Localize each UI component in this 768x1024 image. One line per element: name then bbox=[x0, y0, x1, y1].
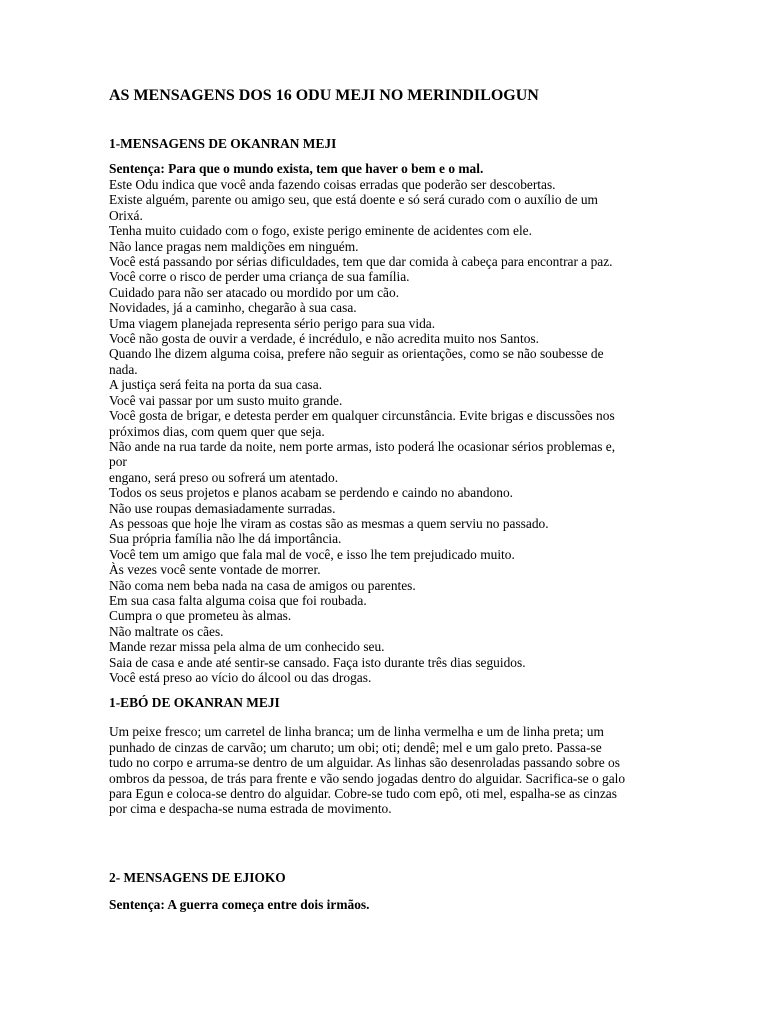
message-line: Mande rezar missa pela alma de um conhecido seu. bbox=[109, 639, 385, 655]
message-line: Quando lhe dizem alguma coisa, prefere não seguir as orientações, como se não soubesse de bbox=[109, 346, 604, 362]
message-line: Você vai passar por um susto muito grande. bbox=[109, 392, 343, 408]
message-line: Existe alguém, parente ou amigo seu, que está doente e só será curado com o auxílio de um bbox=[109, 192, 598, 208]
message-line: Você está preso ao vício do álcool ou das drogas. bbox=[109, 670, 372, 685]
message-line: Sua própria família não lhe dá importância. bbox=[109, 531, 342, 547]
document-page bbox=[109, 86, 669, 913]
message-line: Não use roupas demasiadamente surradas. bbox=[109, 500, 336, 516]
message-line: próximos dias, com quem quer que seja. bbox=[109, 423, 325, 439]
message-line: Você não gosta de ouvir a verdade, é incrédulo, e não acredita muito nos Santos. bbox=[109, 331, 539, 347]
message-line: Não maltrate os cães. bbox=[109, 623, 224, 639]
page-title: AS MENSAGENS DOS 16 ODU MEJI NO MERINDILOGUN bbox=[109, 87, 539, 104]
message-line: Você corre o risco de perder uma criança de sua família. bbox=[109, 269, 410, 285]
ebo-line: por cima e despacha-se numa estrada de movimento. bbox=[109, 801, 392, 817]
message-line: Todos os seus projetos e planos acabam se perdendo e caindo no abandono. bbox=[109, 485, 514, 501]
message-line: Não ande na rua tarde da noite, nem porte armas, isto poderá lhe ocasionar sérios problemas e, bbox=[109, 438, 616, 454]
ebo-line: para Egun e coloca-se dentro do alguidar. Cobre-se tudo com epô, oti mel, espalha-se as cinzas bbox=[109, 786, 617, 802]
message-line: Orixá. bbox=[109, 207, 143, 223]
message-line: Uma viagem planejada representa sério perigo para sua vida. bbox=[109, 315, 436, 331]
message-line: Você gosta de brigar, e detesta perder em qualquer circunstância. Evite brigas e discussões nos bbox=[109, 408, 615, 424]
message-line: Às vezes você sente vontade de morrer. bbox=[109, 562, 321, 578]
section-heading-ejioko: 2- MENSAGENS DE EJIOKO bbox=[109, 869, 286, 885]
message-line: As pessoas que hoje lhe viram as costas são as mesmas a quem serviu no passado. bbox=[109, 515, 549, 531]
message-line: Este Odu indica que você anda fazendo coisas erradas que poderão ser descobertas. bbox=[109, 177, 556, 192]
section-sentence-ejioko: Sentença: A guerra começa entre dois irmãos. bbox=[109, 896, 370, 912]
message-line: por bbox=[109, 454, 127, 470]
message-line: Saia de casa e ande até sentir-se cansado. Faça isto durante três dias seguidos. bbox=[109, 654, 526, 670]
message-line: Tenha muito cuidado com o fogo, existe perigo eminente de acidentes com ele. bbox=[109, 223, 532, 239]
ebo-line: tudo no corpo e arruma-se dentro de um alguidar. As linhas são desenroladas passando sobre os bbox=[109, 755, 620, 771]
ebo-line: ombros da pessoa, de trás para frente e vão sendo jogadas dentro do alguidar. Sacrifica-se o galo bbox=[109, 770, 626, 786]
message-line: Não lance pragas nem maldições em ninguém. bbox=[109, 238, 359, 254]
okanran-meji-messages bbox=[109, 177, 669, 685]
ebo-line: Um peixe fresco; um carretel de linha branca; um de linha vermelha e um de linha preta; um bbox=[109, 724, 604, 740]
message-line: Não coma nem beba nada na casa de amigos ou parentes. bbox=[109, 577, 416, 593]
message-line: Novidades, já a caminho, chegarão à sua casa. bbox=[109, 300, 357, 316]
section-heading-okanran-meji: 1-MENSAGENS DE OKANRAN MEJI bbox=[109, 136, 337, 151]
message-line: Em sua casa falta alguma coisa que foi roubada. bbox=[109, 592, 367, 608]
message-line: Você tem um amigo que fala mal de você, e isso lhe tem prejudicado muito. bbox=[109, 546, 515, 562]
message-line: engano, será preso ou sofrerá um atentado. bbox=[109, 469, 339, 485]
message-line: A justiça será feita na porta da sua casa. bbox=[109, 377, 323, 393]
message-line: Cumpra o que prometeu às almas. bbox=[109, 608, 292, 624]
message-line: Cuidado para não ser atacado ou mordido por um cão. bbox=[109, 284, 400, 300]
message-line: nada. bbox=[109, 361, 138, 377]
section-sentence-okanran-meji: Sentença: Para que o mundo exista, tem que haver o bem e o mal. bbox=[109, 161, 484, 176]
ebo-heading-okanran-meji: 1-EBÓ DE OKANRAN MEJI bbox=[109, 695, 280, 711]
ebo-instructions bbox=[109, 724, 669, 816]
message-line: Você está passando por sérias dificuldades, tem que dar comida à cabeça para encontrar a paz. bbox=[109, 254, 613, 270]
ebo-line: punhado de cinzas de carvão; um charuto; um obi; oti; dendê; mel e um galo preto. Passa-se bbox=[109, 739, 602, 755]
